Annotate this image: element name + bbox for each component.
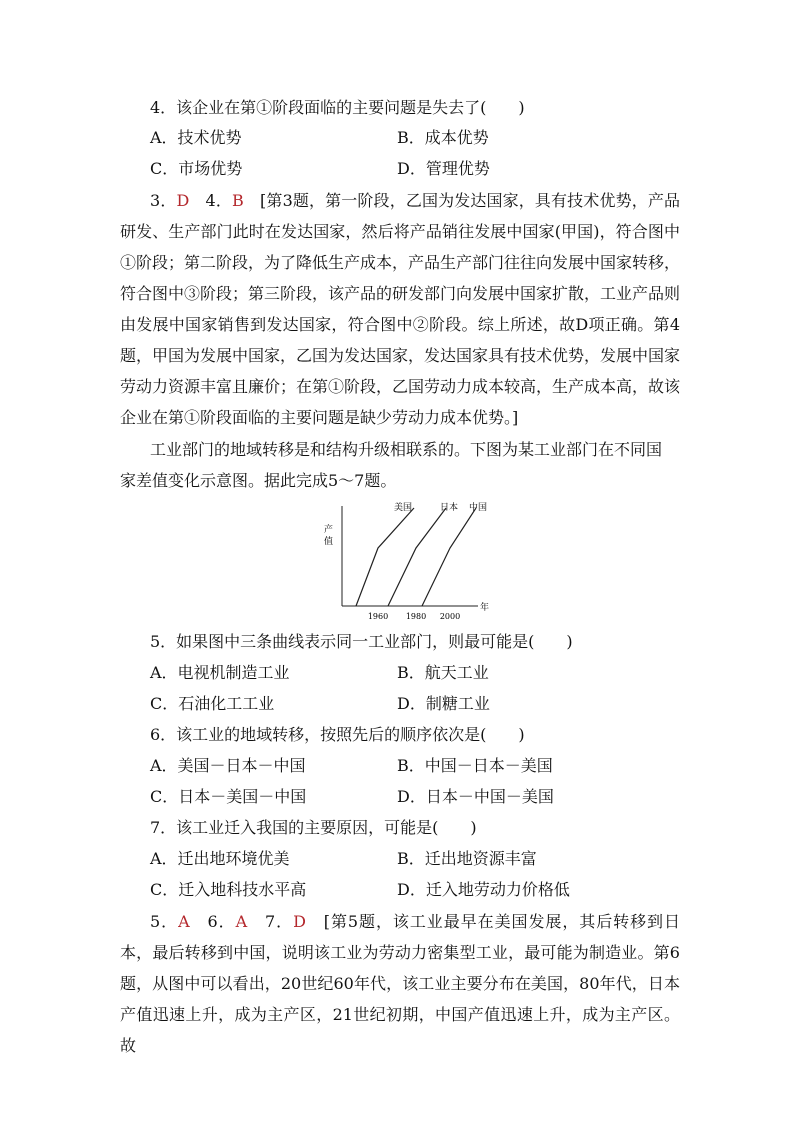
question-7-option-c: C．迁入地科技水平高	[150, 880, 307, 899]
answer-5-7-text-first: [第5题，该工业最早在美国发展，其后转移到日本，	[120, 912, 680, 962]
answer-5-7-text-rest: 最后转移到中国，说明该工业为劳动力密集型工业，最可能为制造业。第6题，从图中可以看出，20世纪60年代，该工业主要分布在美国，80年代，日本产值迅速上升，成为主产区，21世纪初期，中国产值迅速上升，成为主产区。故	[120, 943, 680, 1055]
answer-6-letter: A	[235, 912, 248, 931]
y-axis-label-1: 产	[324, 525, 334, 535]
intro-line-1: 工业部门的地域转移是和结构升级相联系的。下图为某工业部门在不同国	[150, 440, 663, 459]
series-label-china: 中国	[468, 503, 488, 513]
question-6-option-b: B．中国－日本－美国	[397, 756, 553, 775]
chart-svg	[320, 496, 490, 624]
series-line-usa	[356, 508, 414, 606]
question-7-option-a: A．迁出地环境优美	[150, 849, 290, 868]
question-5-option-d: D．制糖工业	[397, 694, 490, 713]
industry-transfer-chart	[320, 496, 490, 624]
y-axis-label-2: 值	[324, 537, 334, 547]
answer-4-letter: B	[232, 191, 244, 210]
answer-5-7-explanation	[120, 906, 680, 1061]
answer-3-4-explanation	[120, 185, 680, 433]
series-line-japan	[388, 508, 446, 606]
question-4-option-c: C．市场优势	[150, 159, 243, 178]
question-7-option-b: B．迁出地资源丰富	[397, 849, 537, 868]
series-line-china	[422, 508, 476, 606]
question-6-stem: 6．该工业的地域转移，按照先后的顺序依次是( )	[150, 725, 525, 744]
question-4-option-b: B．成本优势	[397, 128, 489, 147]
intro-line-2: 家差值变化示意图。据此完成5～7题。	[120, 471, 397, 490]
answer-3-lead: 3．	[150, 191, 177, 210]
question-4-option-a: A．技术优势	[150, 128, 242, 147]
tick-label-2000: 2000	[439, 612, 461, 621]
answer-5-letter: A	[178, 912, 190, 931]
answer-7-lead: 7．	[247, 912, 294, 931]
tick-label-1980: 1980	[405, 612, 427, 621]
answer-6-lead: 6．	[189, 912, 236, 931]
tick-label-1960: 1960	[367, 612, 389, 621]
answer-4-lead: 4．	[189, 191, 233, 210]
answer-7-letter: D	[293, 912, 306, 931]
answer-3-4-text-rest: 研发、生产部门此时在发达国家，然后将产品销往发展中国家(甲国)，符合图中①阶段；第二阶段，为了降低生产成本，产品生产部门往往向发展中国家转移，符合图中③阶段；第三阶段，该产品的研发部门向发展中国家扩散，工业产品则由发展中国家销售到发达国家，符合图中②阶段。综上所述，故D项正确。第4题，甲国为发展中国家，乙国为发达国家，发达国家具有技术优势，发展中国家劳动力资源丰富且廉价；在第①阶段，乙国劳动力成本较高，生产成本高，故该企业在第①阶段面临的主要问题是缺少劳动力成本优势。]	[120, 222, 681, 427]
question-6-option-a: A．美国－日本－中国	[150, 756, 306, 775]
x-axis-label: 年	[480, 603, 490, 613]
series-label-japan: 日本	[440, 503, 459, 513]
question-5-option-a: A．电视机制造工业	[150, 663, 290, 682]
series-label-usa: 美国	[394, 503, 413, 513]
question-6-option-d: D．日本－中国－美国	[397, 787, 554, 806]
question-5-option-b: B．航天工业	[397, 663, 489, 682]
question-7-option-d: D．迁入地劳动力价格低	[397, 880, 570, 899]
question-5-stem: 5．如果图中三条曲线表示同一工业部门，则最可能是( )	[150, 632, 573, 651]
question-7-stem: 7．该工业迁入我国的主要原因，可能是( )	[150, 818, 477, 837]
question-6-option-c: C．日本－美国－中国	[150, 787, 307, 806]
question-4-option-d: D．管理优势	[397, 159, 490, 178]
answer-3-4-text-first: [第3题，第一阶段，乙国为发达国家，具有技术优势，产品	[243, 191, 680, 210]
answer-3-letter: D	[176, 191, 190, 210]
answer-5-lead: 5．	[150, 912, 179, 931]
question-5-option-c: C．石油化工工业	[150, 694, 275, 713]
question-4-stem: 4．该企业在第①阶段面临的主要问题是失去了( )	[150, 98, 525, 117]
